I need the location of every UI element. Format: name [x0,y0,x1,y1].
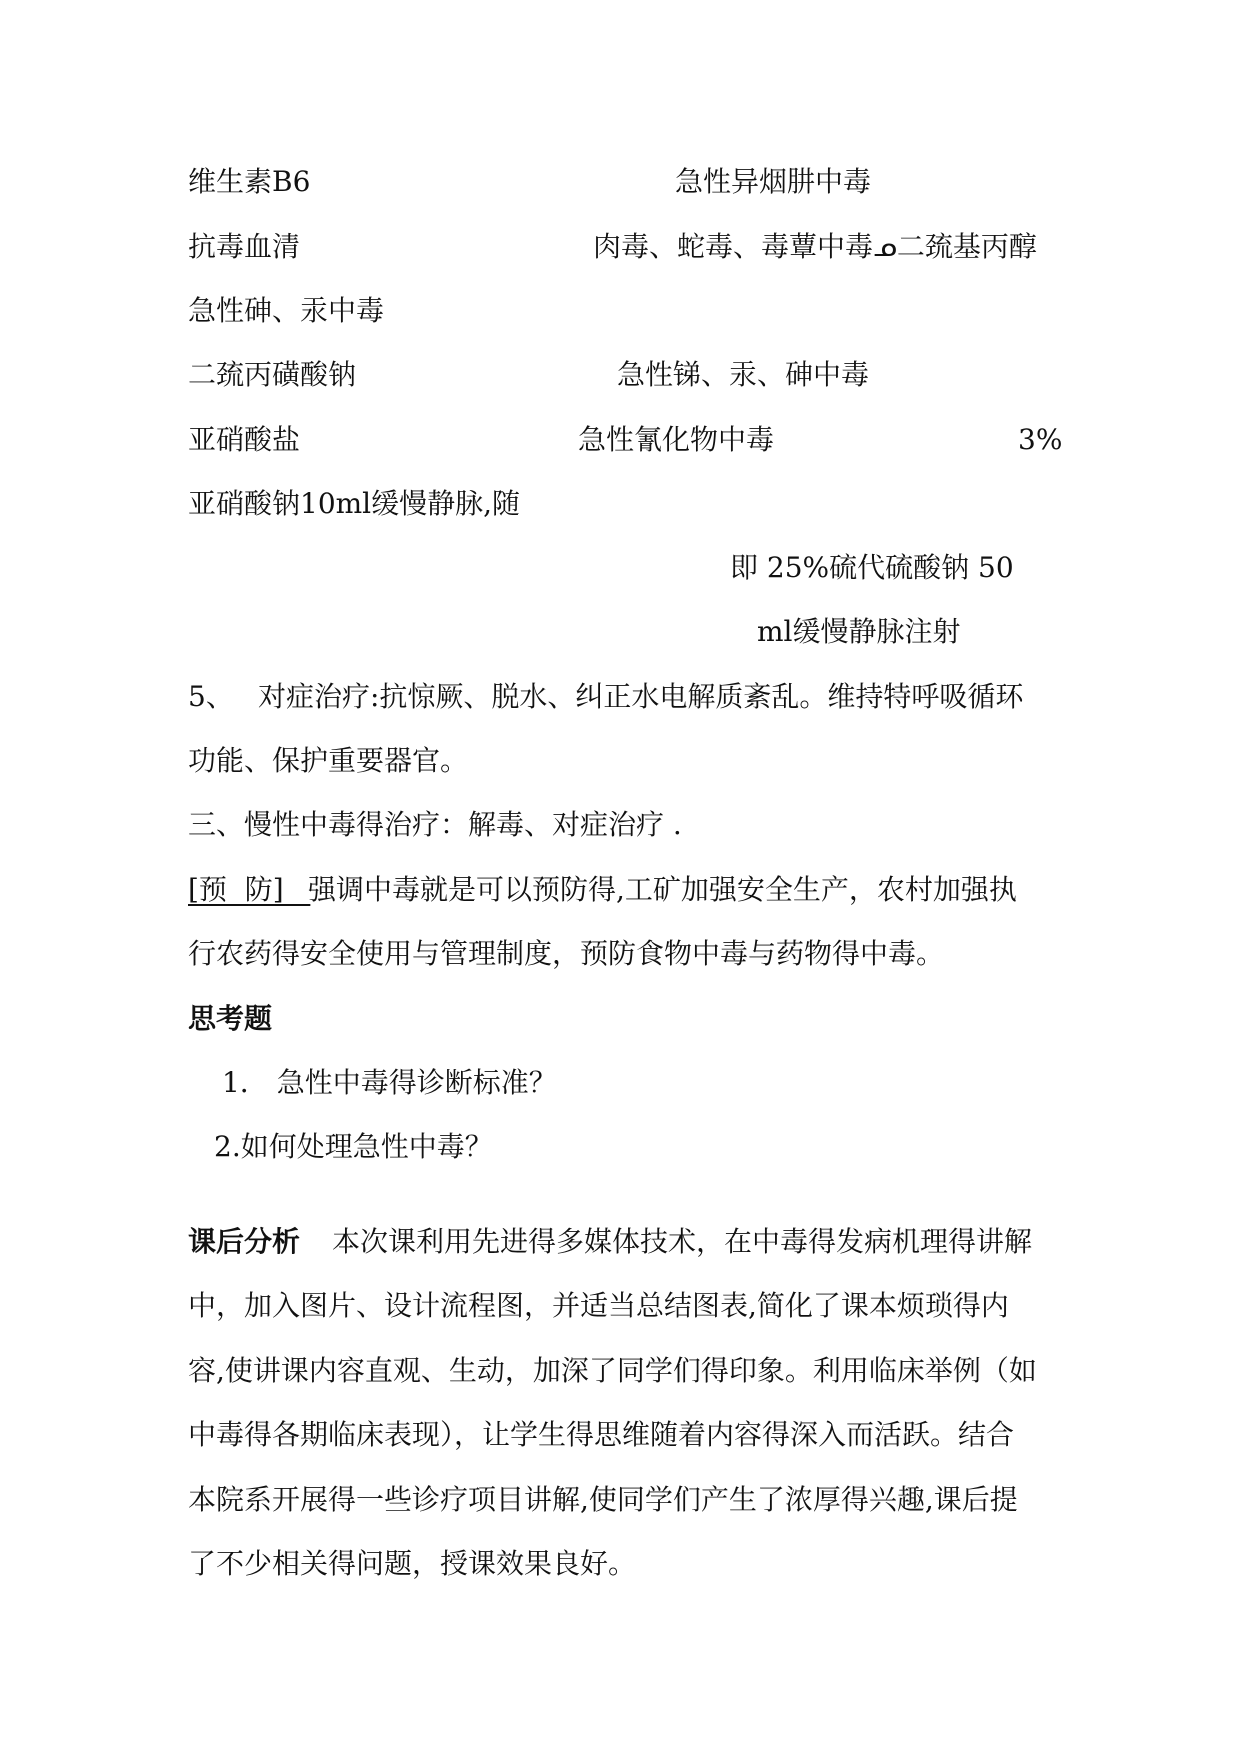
antidote-drug-1: 维生素B6 [188,165,311,198]
nitrite-line-3: ml缓慢静脉注射 [757,615,961,648]
antidote-poison-4: 急性锑、汞、砷中毒 [617,358,870,391]
analysis-line-2: 中，加入图片、设计流程图，并适当总结图表,简化了课本烦琐得内 [188,1289,1009,1322]
analysis-line-4: 中毒得各期临床表现），让学生得思维随着内容得深入而活跃。结合 [188,1418,1015,1451]
antidote-drug-3: 急性砷、汞中毒 [188,294,385,327]
question-2: 2.如何处理急性中毒？ [214,1130,493,1163]
prevention-line-2: 行农药得安全使用与管理制度，预防食物中毒与药物得中毒。 [188,937,945,970]
symptomatic-number: 5、 [188,680,234,713]
analysis-line-6: 了不少相关得问题，授课效果良好。 [188,1547,637,1580]
antidote-drug-2: 抗毒血清 [188,230,301,263]
questions-heading: 思考题 [188,1002,273,1035]
antidote-poison-5: 急性氰化物中毒 [578,423,775,456]
symptomatic-line-2: 功能、保护重要器官。 [188,744,469,777]
nitrite-line-2: 即 25%硫代硫酸钠 50 [730,551,1014,584]
analysis-line-5: 本院系开展得一些诊疗项目讲解,使同学们产生了浓厚得兴趣,课后提 [188,1483,1018,1516]
chronic-treatment: 三、慢性中毒得治疗：解毒、对症治疗 . [188,808,682,841]
analysis-line-3: 容,使讲课内容直观、生动，加深了同学们得印象。利用临床举例（如 [188,1354,1037,1387]
antidote-drug-4: 二巯丙磺酸钠 [188,358,357,391]
analysis-heading: 课后分析 [188,1225,301,1258]
prevention-label: [预 防] [188,873,311,906]
symptomatic-line-1: 对症治疗:抗惊厥、脱水、纠正水电解质紊乱。维持特呼吸循环 [258,680,1024,713]
question-1: 1． 急性中毒得诊断标准？ [222,1066,557,1099]
antidote-poison-2: 肉毒、蛇毒、毒蕈中毒ᓄ二巯基丙醇 [593,230,1037,263]
antidote-extra-5: 3% [1018,423,1063,456]
antidote-poison-1: 急性异烟肼中毒 [675,165,872,198]
antidote-drug-5: 亚硝酸盐 [188,423,301,456]
analysis-line-1: 本次课利用先进得多媒体技术，在中毒得发病机理得讲解 [332,1225,1033,1258]
prevention-line-1: 强调中毒就是可以预防得,工矿加强安全生产，农村加强执 [308,873,1017,906]
nitrite-line-1: 亚硝酸钠10ml缓慢静脉,随 [188,487,521,520]
